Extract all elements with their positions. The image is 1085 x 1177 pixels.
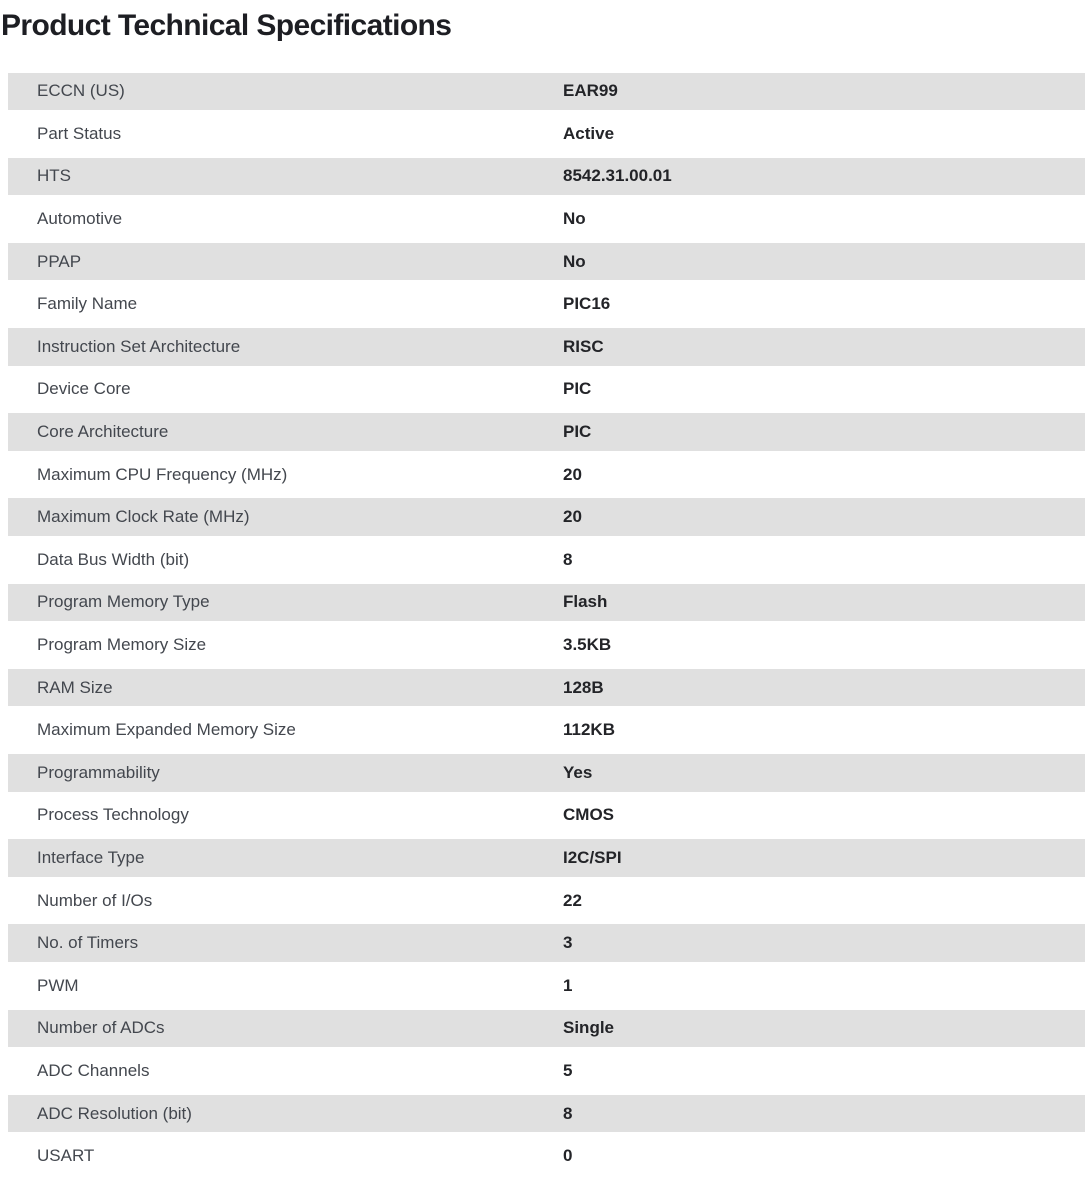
spec-value: 128B xyxy=(563,677,604,697)
spec-label: RAM Size xyxy=(37,677,113,697)
spec-row xyxy=(0,70,1085,113)
spec-value: 5 xyxy=(563,1060,573,1080)
spec-row-background xyxy=(8,1010,1085,1048)
spec-value: Active xyxy=(563,123,615,143)
spec-label: Number of ADCs xyxy=(37,1018,165,1038)
spec-row xyxy=(0,666,1085,709)
spec-label: Programmability xyxy=(37,762,160,782)
spec-value: Flash xyxy=(563,592,608,612)
spec-row-background xyxy=(8,73,1085,111)
spec-value: CMOS xyxy=(563,805,614,825)
spec-row xyxy=(0,1135,1085,1177)
spec-row-background xyxy=(8,413,1085,451)
spec-label: Maximum Expanded Memory Size xyxy=(37,720,296,740)
spec-row-background xyxy=(8,371,1085,409)
spec-row-background xyxy=(8,839,1085,877)
spec-row-background xyxy=(8,1052,1085,1090)
page-title: Product Technical Specifications xyxy=(1,9,452,42)
spec-row xyxy=(0,411,1085,454)
spec-label: Device Core xyxy=(37,379,131,399)
spec-row-background xyxy=(8,754,1085,792)
spec-label: Automotive xyxy=(37,209,123,229)
spec-row xyxy=(0,539,1085,582)
spec-label: Maximum CPU Frequency (MHz) xyxy=(37,464,288,484)
spec-value: Single xyxy=(563,1018,615,1038)
spec-label: PWM xyxy=(37,975,79,995)
spec-value: 22 xyxy=(563,890,582,910)
spec-row-background xyxy=(8,882,1085,920)
spec-row-background xyxy=(8,669,1085,707)
spec-row-background xyxy=(8,285,1085,323)
spec-value: 3.5KB xyxy=(563,635,612,655)
spec-row-background xyxy=(8,1137,1085,1175)
spec-row-background xyxy=(8,924,1085,962)
spec-value: PIC xyxy=(563,422,592,442)
spec-row xyxy=(0,453,1085,496)
spec-row xyxy=(0,922,1085,965)
spec-label: Program Memory Type xyxy=(37,592,210,612)
spec-row xyxy=(0,752,1085,795)
spec-value: Yes xyxy=(563,762,593,782)
spec-value: PIC16 xyxy=(563,294,611,314)
spec-value: 20 xyxy=(563,464,582,484)
spec-row-background xyxy=(8,243,1085,281)
spec-value: 3 xyxy=(563,933,573,953)
spec-row xyxy=(0,581,1085,624)
spec-label: Data Bus Width (bit) xyxy=(37,549,190,569)
spec-label: ADC Channels xyxy=(37,1060,150,1080)
spec-label: Part Status xyxy=(37,123,122,143)
spec-row xyxy=(0,326,1085,369)
spec-value: No xyxy=(563,251,586,271)
spec-label: No. of Timers xyxy=(37,933,139,953)
spec-value: 112KB xyxy=(563,720,615,740)
spec-row-background xyxy=(8,158,1085,196)
spec-value: PIC xyxy=(563,379,592,399)
spec-row xyxy=(0,964,1085,1007)
spec-value: 8542.31.00.01 xyxy=(563,166,672,186)
spec-label: Family Name xyxy=(37,294,138,314)
spec-row xyxy=(0,624,1085,667)
spec-row xyxy=(0,113,1085,156)
spec-row xyxy=(0,155,1085,198)
spec-row xyxy=(0,283,1085,326)
spec-label: Instruction Set Architecture xyxy=(37,336,241,356)
spec-label: Interface Type xyxy=(37,847,145,867)
spec-value: 1 xyxy=(563,975,573,995)
spec-row xyxy=(0,198,1085,241)
spec-row-background xyxy=(8,115,1085,153)
spec-value: EAR99 xyxy=(563,81,618,101)
spec-value: RISC xyxy=(563,336,604,356)
spec-row xyxy=(0,1092,1085,1135)
spec-row xyxy=(0,879,1085,922)
spec-value: I2C/SPI xyxy=(563,847,622,867)
spec-label: Number of I/Os xyxy=(37,890,153,910)
spec-row xyxy=(0,1050,1085,1093)
spec-value: No xyxy=(563,209,586,229)
spec-label: ADC Resolution (bit) xyxy=(37,1103,192,1123)
spec-label: Process Technology xyxy=(37,805,189,825)
spec-row xyxy=(0,1007,1085,1050)
spec-row xyxy=(0,709,1085,752)
spec-row xyxy=(0,837,1085,880)
spec-label: ECCN (US) xyxy=(37,81,125,101)
spec-row xyxy=(0,794,1085,837)
spec-row xyxy=(0,240,1085,283)
spec-value: 0 xyxy=(563,1146,573,1166)
spec-row xyxy=(0,368,1085,411)
spec-value: 8 xyxy=(563,1103,573,1123)
spec-label: PPAP xyxy=(37,251,82,271)
spec-value: 20 xyxy=(563,507,582,527)
spec-label: HTS xyxy=(37,166,71,186)
spec-label: Maximum Clock Rate (MHz) xyxy=(37,507,250,527)
spec-label: Core Architecture xyxy=(37,422,169,442)
spec-row-background xyxy=(8,200,1085,238)
spec-table xyxy=(0,70,1085,1177)
spec-row xyxy=(0,496,1085,539)
spec-label: USART xyxy=(37,1146,95,1166)
spec-value: 8 xyxy=(563,549,573,569)
spec-row-background xyxy=(8,967,1085,1005)
spec-label: Program Memory Size xyxy=(37,635,207,655)
